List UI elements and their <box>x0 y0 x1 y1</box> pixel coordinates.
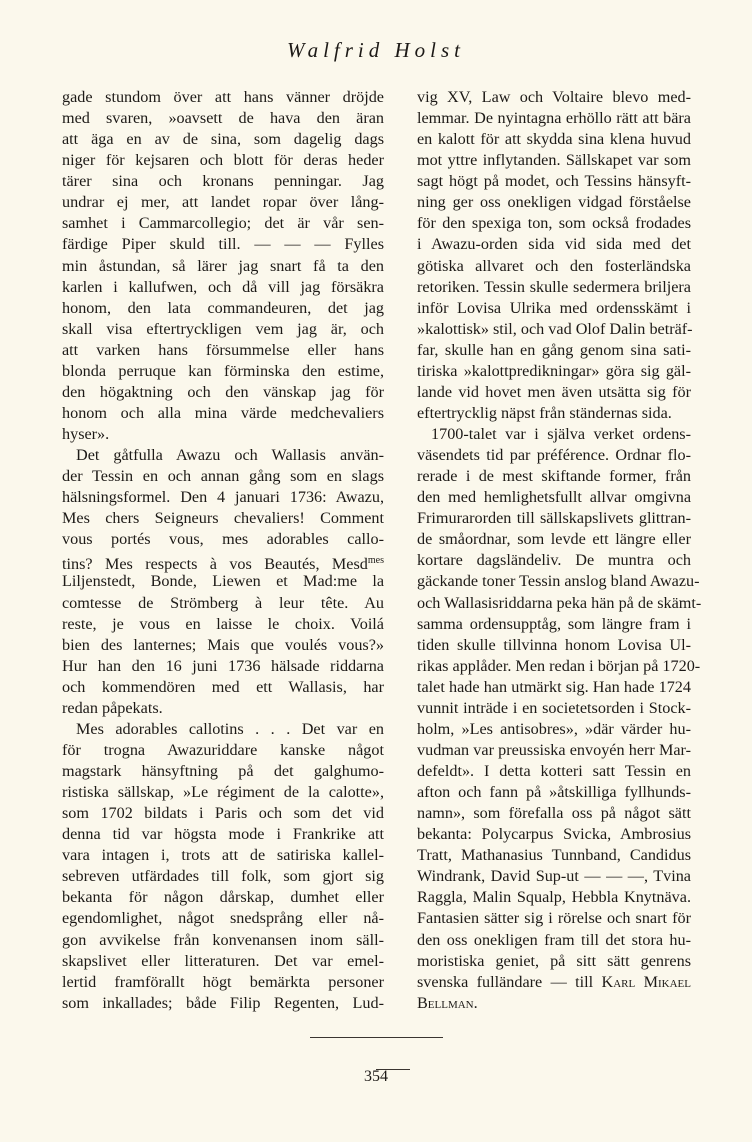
text-line: lande vid hovet men även utsätta sig för <box>417 382 691 401</box>
text-line: Hur han den 16 juni 1736 hälsade riddarna <box>62 656 384 675</box>
text-line: Fantasien sätter sig i rörelse och snart för <box>417 909 691 928</box>
text-line: Frimurarorden till sällskapslivets glittran- <box>417 509 691 528</box>
paragraph <box>417 424 702 1014</box>
text-line: namn», som förefalla oss på något sätt <box>417 804 691 823</box>
text-line: Det gåtfulla Awazu och Wallasis använ- <box>76 446 384 465</box>
text-line: Mes adorables callotins . . . Det var en <box>76 719 384 738</box>
text-line: hyser». <box>62 425 110 443</box>
text-line: mot yttre inflytanden. Sällskapet var som <box>417 151 691 170</box>
paragraph <box>62 445 384 719</box>
left-column <box>62 87 384 1014</box>
text-line <box>417 972 691 993</box>
text-line: samhet i Cammarcollegio; det är vår sen- <box>62 214 384 233</box>
text-line: niger för kejsaren och blott för deras heder <box>62 151 384 170</box>
text-line: reste, je vous en laisse le choix. Voilá <box>62 614 384 633</box>
text-line: tiden skulle tillvinna honom Lovisa Ul- <box>417 635 691 654</box>
superscript: mes <box>367 555 384 567</box>
text-line: Tratt, Mathanasius Tunnband, Candidus <box>417 846 691 865</box>
text-line: Windrank, David Sup-ut — — —, Tvina <box>417 867 691 886</box>
text-line: den högaktning och den vänskap jag för <box>62 382 384 401</box>
paragraph <box>62 719 384 1014</box>
text-line: lertid framförallt högt bemärkta personer <box>62 972 384 991</box>
text-line: hälsningsformel. Den 4 januari 1736: Awazu, <box>62 488 384 507</box>
text-line: vig XV, Law och Voltaire blevo med- <box>417 88 691 106</box>
text-line: gade stundom över att hans vänner dröjde <box>62 88 384 106</box>
paragraph <box>417 87 691 424</box>
page-number: 354 <box>364 1068 388 1085</box>
text-line: retoriken. Tessin skulle sedermera briljera <box>417 277 691 296</box>
text-line: gäckande toner Tessin anslog bland Awazu- <box>417 572 700 591</box>
footer-rule <box>310 1037 443 1038</box>
text-line: gon avvikelse från konvenansen inom säll- <box>62 930 384 949</box>
text-segment: svenska fulländare — till <box>417 972 602 991</box>
small-caps-name: Bellman <box>417 993 474 1012</box>
paragraph <box>62 87 384 445</box>
right-column <box>417 87 702 1014</box>
text-line: att varken hans försummelse eller hans <box>62 340 384 359</box>
text-line: sagt högt på modet, och Tessins hänsyft- <box>417 172 691 191</box>
text-line: »kalottisk» stil, och vad Olof Dalin beträf- <box>417 319 693 338</box>
text-line: den oss onekligen fram till det stora hu- <box>417 930 691 949</box>
text-line: rerade i de mest skiftande former, från <box>417 467 691 486</box>
text-line: honom och alla mina värde medchevaliers <box>62 403 384 422</box>
text-line: undrar ej mer, att landet ropar över lång- <box>62 193 384 212</box>
text-line: Liljenstedt, Bonde, Liewen et Mad:me la <box>62 572 384 591</box>
text-line: afton och fann på »åtskilliga fyllhunds- <box>417 783 691 802</box>
text-line: samma ordensupptåg, som längre fram i <box>417 614 691 633</box>
text-line <box>62 550 384 574</box>
text-line: med svaren, »oavsett de hava den äran <box>62 109 384 128</box>
text-line: att äga en av de sina, som dagelig dags <box>62 130 384 149</box>
text-line: bekanta: Polycarpus Svicka, Ambrosius <box>417 825 691 844</box>
text-line: vous portés vous, mes adorables callo- <box>62 530 384 549</box>
text-line: lemmar. De nyintagna erhöllo rätt att bära <box>417 109 691 128</box>
text-line: der Tessin en och annan gång som en slags <box>62 467 384 486</box>
text-line: de småordnar, som levde ett längre eller <box>417 530 691 549</box>
text-line: skall visa eftertryckligen vem jag är, och <box>62 319 384 338</box>
text-line: skapslivet eller litteraturen. Det var emel- <box>62 951 384 970</box>
text-line: min åstundan, så lärer jag snart få ta den <box>62 256 384 275</box>
text-line: bien des lanternes; Mais que voulés vous?» <box>62 635 384 654</box>
text-line: holm, »Les antisobres», »där värder hu- <box>417 719 691 738</box>
text-line: denna tid var högsta mode i Frankrike att <box>62 825 384 844</box>
text-line: och Wallasisriddarna peka hän på de skämt- <box>417 593 702 612</box>
small-caps-name: Karl Mikael <box>601 972 691 991</box>
text-line: vunnit inträde i en societetsorden i Stock- <box>417 698 691 717</box>
text-segment: . <box>473 993 478 1012</box>
text-line: götiska allvaret och den fosterländska <box>417 256 691 275</box>
text-line: färdige Piper skuld till. — — — Fylles <box>62 235 384 254</box>
text-line: eftertrycklig näpst från ständernas sida. <box>417 403 672 422</box>
running-header: Walfrid Holst <box>287 38 465 62</box>
text-line: redan påpekats. <box>62 698 163 717</box>
text-line: tärer sina och kronans penningar. Jag <box>62 172 384 191</box>
text-line: far, skulle han en gång genom sina sati- <box>417 340 691 359</box>
text-line: egendomlighet, något snedsprång eller nå- <box>62 909 384 928</box>
text-line: den med hemlighetsfullt allvar omgivna <box>417 488 691 507</box>
text-line <box>417 993 691 1014</box>
text-line: comtesse de Strömberg à leur tête. Au <box>62 593 384 612</box>
text-line: 1700-talet var i själva verket ordens- <box>431 425 691 443</box>
text-line: moristiska geniet, på sitt sätt genrens <box>417 951 691 970</box>
text-line: honom, den lata commandeuren, det jag <box>62 298 384 317</box>
text-segment: tins? Mes respects à vos Beautés, Mesd <box>62 555 368 574</box>
text-line: blonda perruque kan förminska den estime, <box>62 361 384 380</box>
text-line: och kommendören med ett Wallasis, har <box>62 677 384 696</box>
text-line: inför Lovisa Ulrika med ordensskämt i <box>417 298 691 317</box>
text-line: defeldt». I detta kotteri satt Tessin en <box>417 762 691 780</box>
text-line: som inkallades; både Filip Regenten, Lud- <box>62 993 384 1012</box>
text-line: ristiska sällskap, »Le régiment de la calotte», <box>62 783 384 802</box>
text-line: som 1702 bildats i Paris och som det vid <box>62 804 384 823</box>
text-line: vara intagen i, trots att de satiriska kallel- <box>62 846 384 865</box>
text-line: Raggla, Malin Squalp, Hebbla Knytnäva. <box>417 888 691 907</box>
text-line: magstark hänsyftning på det galghumo- <box>62 762 384 780</box>
text-line: vudman var preussiska envoyén herr Mar- <box>417 740 691 759</box>
text-line: bekanta för någon dårskap, dumhet eller <box>62 888 384 907</box>
text-line: i Awazu-orden sida vid sida med det <box>417 235 691 254</box>
text-line: en kalott för att skydda sina klena huvud <box>417 130 691 149</box>
text-line: karlen i kallufwen, och då vill jag försäkra <box>62 277 384 296</box>
text-line: rikas applåder. Men redan i början på 1720- <box>417 656 701 675</box>
text-line: sebreven utfärdades till folk, som gjort sig <box>62 867 384 886</box>
text-line: talet hade han utmärkt sig. Han hade 1724 <box>417 677 691 696</box>
text-line: Mes chers Seigneurs chevaliers! Comment <box>62 509 384 528</box>
text-line: ning ger oss onekligen vidgad förståelse <box>417 193 691 212</box>
text-line: väsendets tid par préférence. Ordnar flo- <box>417 446 691 465</box>
text-line: kortare dagsländeliv. De muntra och <box>417 551 691 570</box>
text-line: för den spexiga ton, som också frodades <box>417 214 691 233</box>
text-line: för trogna Awazuriddare kanske något <box>62 740 384 759</box>
text-line: tiriska »kalottpredikningar» göra sig gäl- <box>417 361 691 380</box>
